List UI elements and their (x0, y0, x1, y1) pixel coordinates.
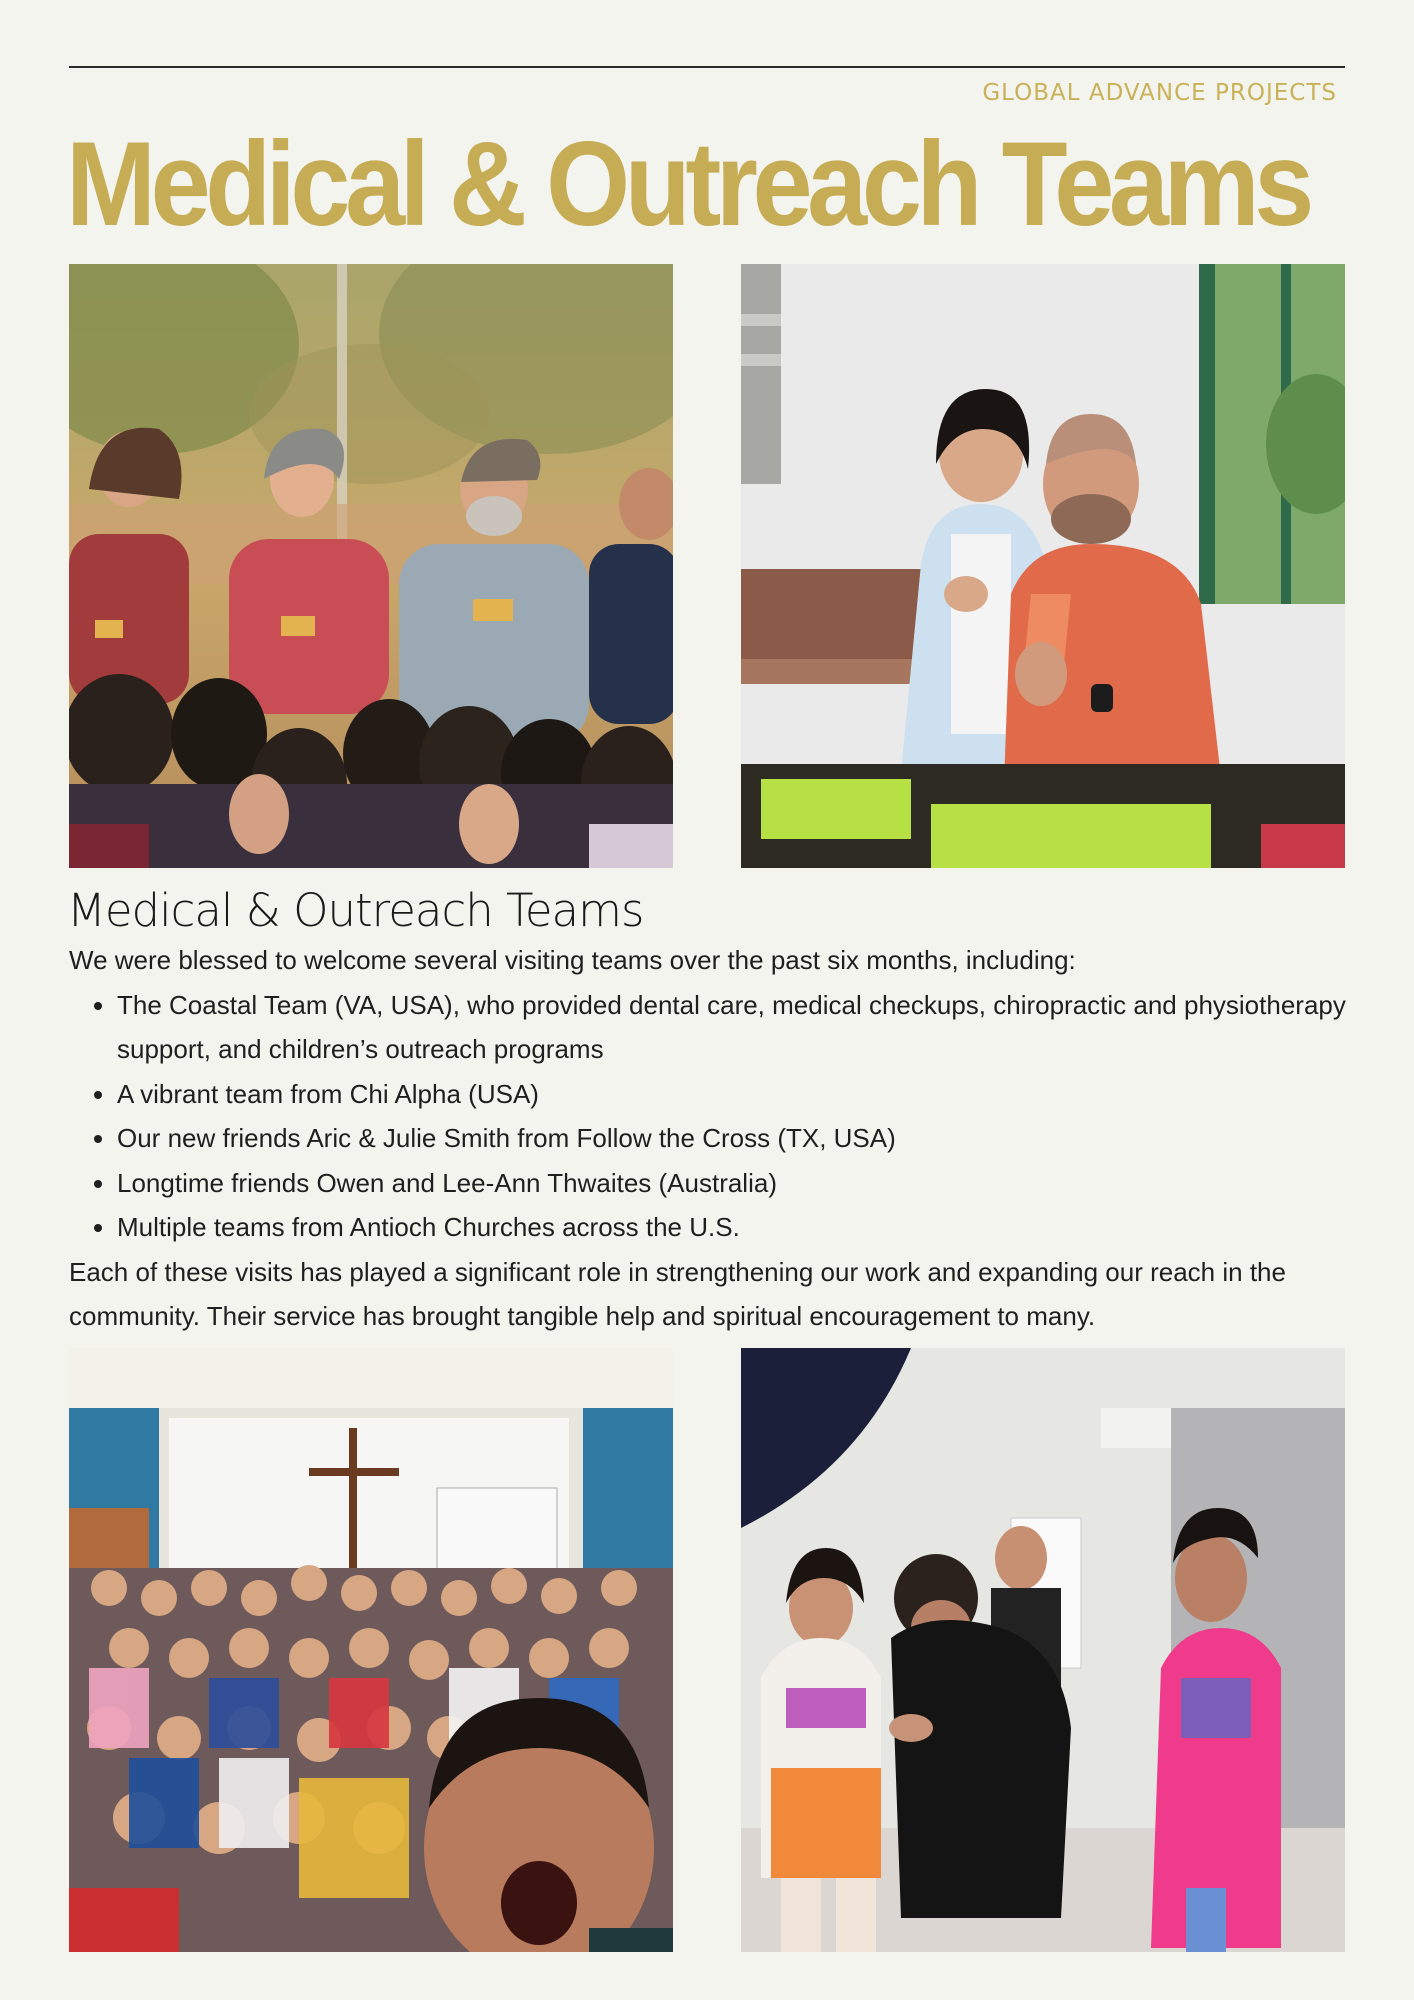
intro-paragraph: We were blessed to welcome several visiting teams over the past six months, including: (69, 945, 1076, 975)
article-body (69, 938, 1359, 1339)
list-item: • Our new friends Aric & Julie Smith from Follow the Cross (TX, USA) (117, 1116, 1359, 1161)
brand-label: GLOBAL ADVANCE PROJECTS (982, 80, 1337, 106)
closing-paragraph: Each of these visits has played a significant role in strengthening our work and expanding our reach in the community. Their service has brought tangible help and spiritual encouragement to many. (69, 1256, 1286, 1331)
teams-list (69, 983, 1359, 1250)
section-heading: Medical & Outreach Teams (67, 884, 644, 937)
photo-outdoor-team-seated (69, 264, 673, 868)
photo-church-group-selfie (69, 1348, 673, 1952)
list-item: • Multiple teams from Antioch Churches across the U.S. (117, 1205, 1359, 1250)
photo-prayer-indoors (741, 1348, 1345, 1952)
list-item: • A vibrant team from Chi Alpha (USA) (117, 1072, 1359, 1117)
top-divider (69, 66, 1345, 68)
photo-thumbs-up-pair (741, 264, 1345, 868)
list-item: • Longtime friends Owen and Lee-Ann Thwaites (Australia) (117, 1161, 1359, 1206)
page-title: Medical & Outreach Teams (66, 117, 1309, 251)
list-item: • The Coastal Team (VA, USA), who provided dental care, medical checkups, chiropractic and physiotherapy support, and children’s outreach programs (117, 983, 1359, 1072)
